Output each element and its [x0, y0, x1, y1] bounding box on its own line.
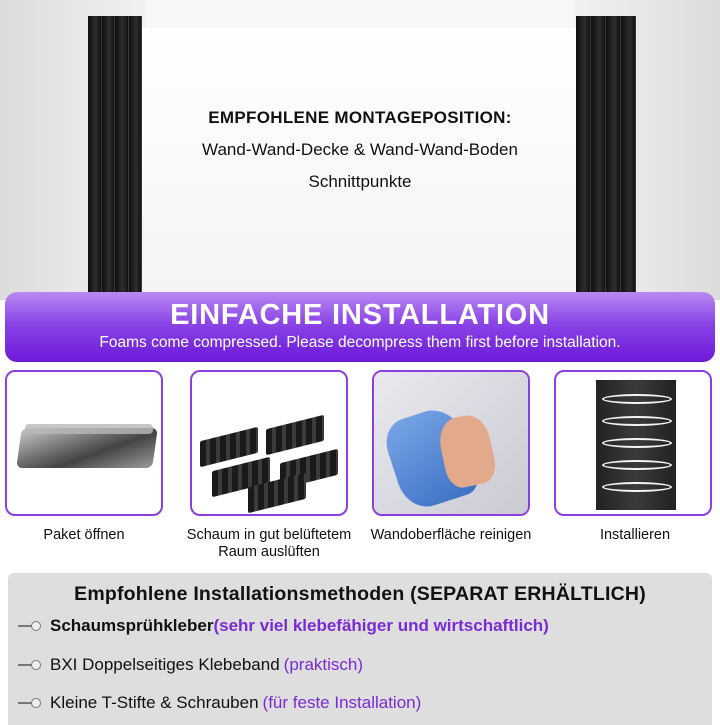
method-item-tape: [18, 654, 363, 676]
installation-banner: [5, 292, 715, 362]
pin-icon: [18, 660, 42, 670]
bass-trap-left: [88, 16, 142, 300]
back-wall: [140, 28, 580, 300]
foam-piece-icon: [266, 415, 324, 455]
bass-trap-right: [576, 16, 636, 300]
method-note: (praktisch): [283, 655, 364, 674]
package-icon: [16, 428, 158, 468]
method-name: BXI Doppelseitiges Klebeband: [50, 655, 280, 674]
step-label-open-package: Paket öffnen: [43, 527, 125, 543]
step-open-package-image: [5, 370, 163, 516]
step-label-clean-wall: Wandoberfläche reinigen: [370, 527, 532, 543]
banner-title: EINFACHE INSTALLATION: [170, 299, 550, 331]
method-name: Kleine T-Stifte & Schrauben: [50, 693, 259, 712]
step-install-image: [554, 370, 712, 516]
method-note: (sehr viel klebefähiger und wirtschaftlich): [213, 616, 549, 635]
mounting-line-2: Schnittpunkte: [308, 172, 412, 191]
pin-icon: [18, 698, 42, 708]
banner-subtitle: Foams come compressed. Please decompress them first before installation.: [99, 334, 621, 351]
pin-icon: [18, 621, 42, 631]
method-note: (für feste Installation): [262, 693, 422, 712]
mounting-line-1: Wand-Wand-Decke & Wand-Wand-Boden: [202, 140, 518, 159]
installation-methods-box: [8, 573, 712, 725]
step-clean-wall-image: [372, 370, 530, 516]
methods-title: Empfohlene Installationsmethoden (SEPARAT ERHÄLTLICH): [74, 583, 646, 605]
method-name: Schaumsprühkleber: [50, 616, 214, 635]
room-illustration: [0, 0, 720, 300]
mounting-title: EMPFOHLENE MONTAGEPOSITION:: [208, 108, 512, 127]
step-label-install: Installieren: [599, 527, 671, 543]
step-air-foam-image: [190, 370, 348, 516]
method-item-pins: [18, 692, 421, 714]
method-item-spray-adhesive: [18, 615, 549, 637]
step-label-air-foam: Schaum in gut belüftetem Raum auslüften: [186, 527, 352, 560]
